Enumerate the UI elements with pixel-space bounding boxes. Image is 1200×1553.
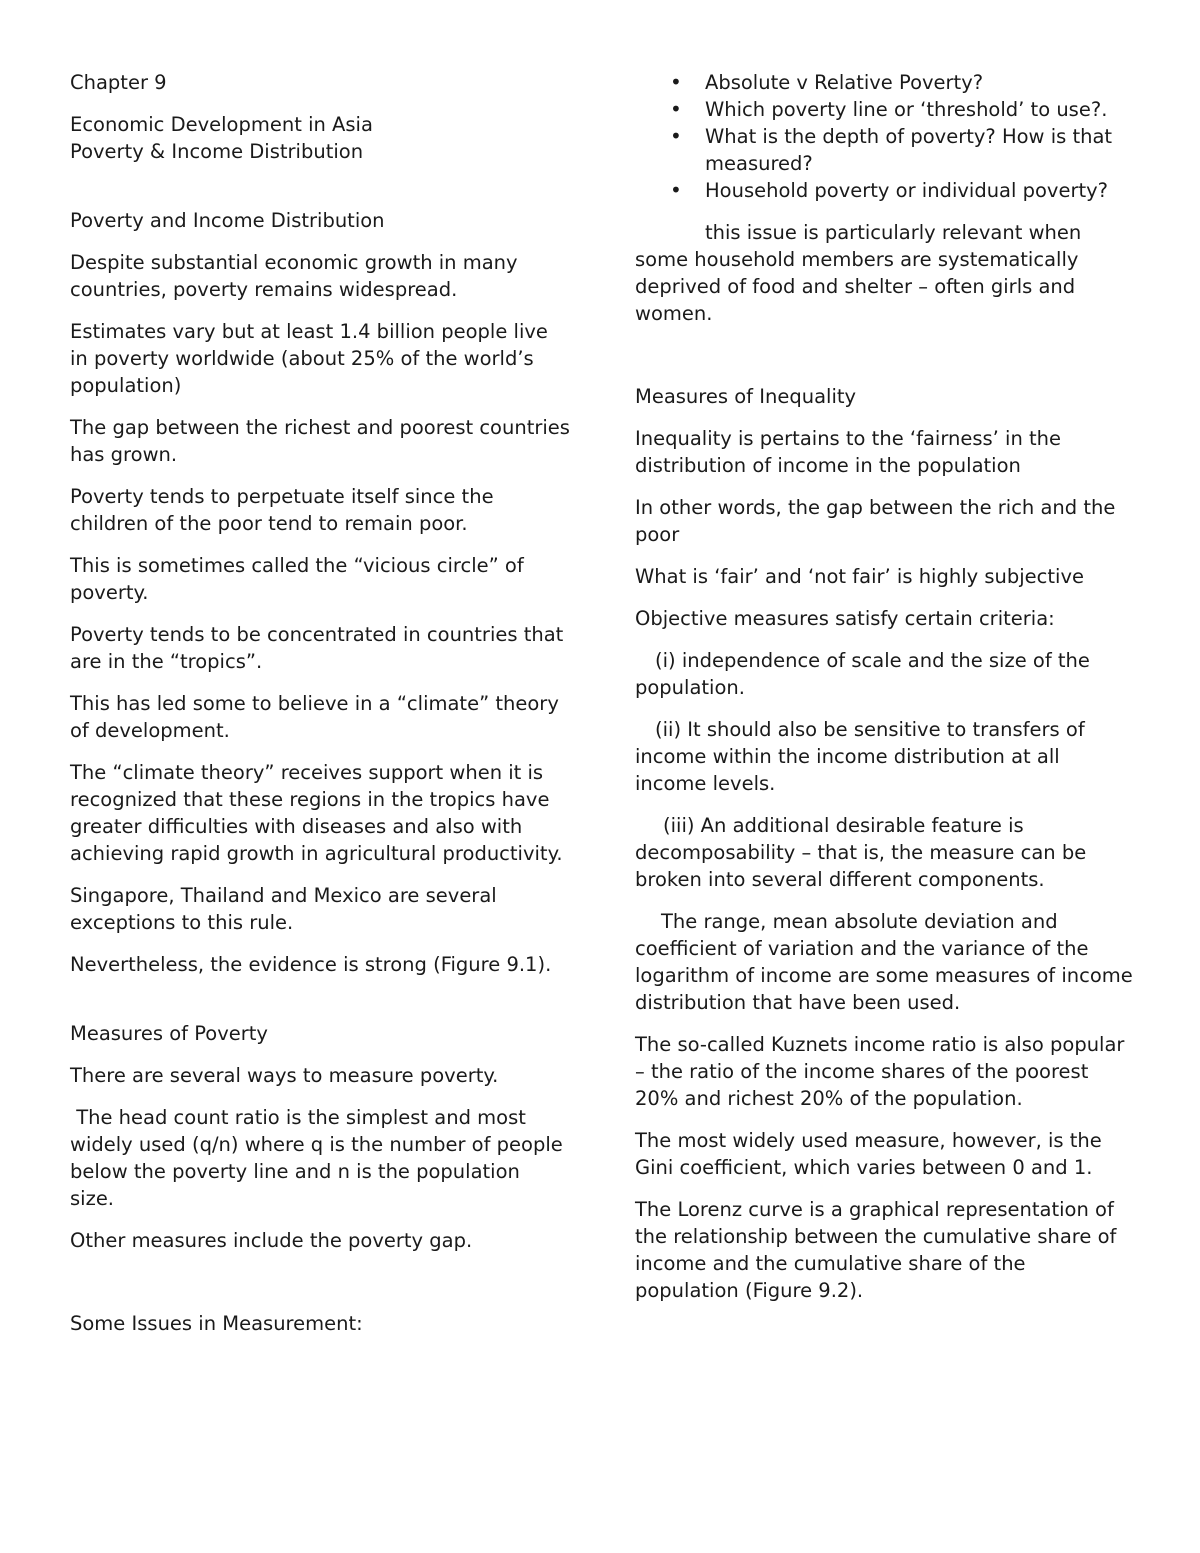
paragraph: The Lorenz curve is a graphical representation of the relationship between the cumulative share of income and the cumulative share of the population (Figure 9.2). [635,1198,1117,1302]
paragraph: The head count ratio is the simplest and most widely used (q/n) where q is the number of people below the poverty line and n is the population size. [70,1106,569,1210]
bullet-icon: • [670,124,682,148]
paragraph: Despite substantial economic growth in many countries, poverty remains widespread. [70,251,518,301]
criterion-paragraph: (ii) It should also be sensitive to transfers of income within the income distribution at all income levels. [635,718,1085,795]
section-heading-measures-of-poverty: Measures of Poverty [70,1022,268,1045]
chapter-label: Chapter 9 [70,71,167,94]
list-item-text: What is the depth of poverty? How is that measured? [705,125,1113,175]
bullet-icon: • [670,70,682,94]
paragraph: Inequality is pertains to the ‘fairness’ in the distribution of income in the population [635,427,1062,477]
right-column [635,69,1135,1319]
left-column [70,69,570,1352]
bullet-icon: • [670,97,682,121]
paragraph: This is sometimes called the “vicious circle” of poverty. [70,554,524,604]
paragraph: The so-called Kuznets income ratio is also popular – the ratio of the income shares of the poorest 20% and richest 20% of the population. [635,1033,1125,1110]
list-item [635,123,1135,177]
document-title-line-2: Poverty & Income Distribution [70,140,364,163]
list-item-text: Which poverty line or ‘threshold’ to use?. [705,98,1108,121]
bullet-icon: • [670,178,682,202]
paragraph: Objective measures satisfy certain criteria: [635,607,1055,630]
paragraph: Estimates vary but at least 1.4 billion people live in poverty worldwide (about 25% of the world’s population) [70,320,548,397]
list-item [635,177,1135,204]
criterion-paragraph: (i) independence of scale and the size of the population. [635,649,1090,699]
paragraph: The gap between the richest and poorest countries has grown. [70,416,570,466]
paragraph: Poverty tends to perpetuate itself since the children of the poor tend to remain poor. [70,485,494,535]
paragraph: There are several ways to measure poverty. [70,1064,499,1087]
paragraph: The most widely used measure, however, is the Gini coefficient, which varies between 0 and 1. [635,1129,1102,1179]
paragraph: Other measures include the poverty gap. [70,1229,473,1252]
list-item [635,69,1135,96]
paragraph: The “climate theory” receives support when it is recognized that these regions in the tropics have greater difficulties with diseases and also with achieving rapid growth in agricultural productivity. [70,761,563,865]
paragraph: What is ‘fair’ and ‘not fair’ is highly subjective [635,565,1084,588]
list-item [635,96,1135,123]
criterion-paragraph: (iii) An additional desirable feature is decomposability – that is, the measure can be broken into several different components. [635,814,1087,891]
paragraph: Singapore, Thailand and Mexico are several exceptions to this rule. [70,884,497,934]
paragraph: In other words, the gap between the rich and the poor [635,496,1116,546]
paragraph: this issue is particularly relevant when some household members are systematically deprived of food and shelter – often girls and women. [635,221,1082,325]
section-heading-poverty-income: Poverty and Income Distribution [70,209,385,232]
list-item-text: Absolute v Relative Poverty? [705,71,984,94]
document-title-line-1: Economic Development in Asia [70,113,373,136]
section-heading-issues-in-measurement: Some Issues in Measurement: [70,1312,363,1335]
paragraph: Nevertheless, the evidence is strong (Figure 9.1). [70,953,552,976]
paragraph: This has led some to believe in a “climate” theory of development. [70,692,559,742]
paragraph: Poverty tends to be concentrated in countries that are in the “tropics”. [70,623,564,673]
list-item-text: Household poverty or individual poverty? [705,179,1109,202]
section-heading-measures-of-inequality: Measures of Inequality [635,385,857,408]
bullet-list [635,69,1135,204]
paragraph: The range, mean absolute deviation and coefficient of variation and the variance of the logarithm of income are some measures of income distribution that have been used. [635,910,1133,1014]
